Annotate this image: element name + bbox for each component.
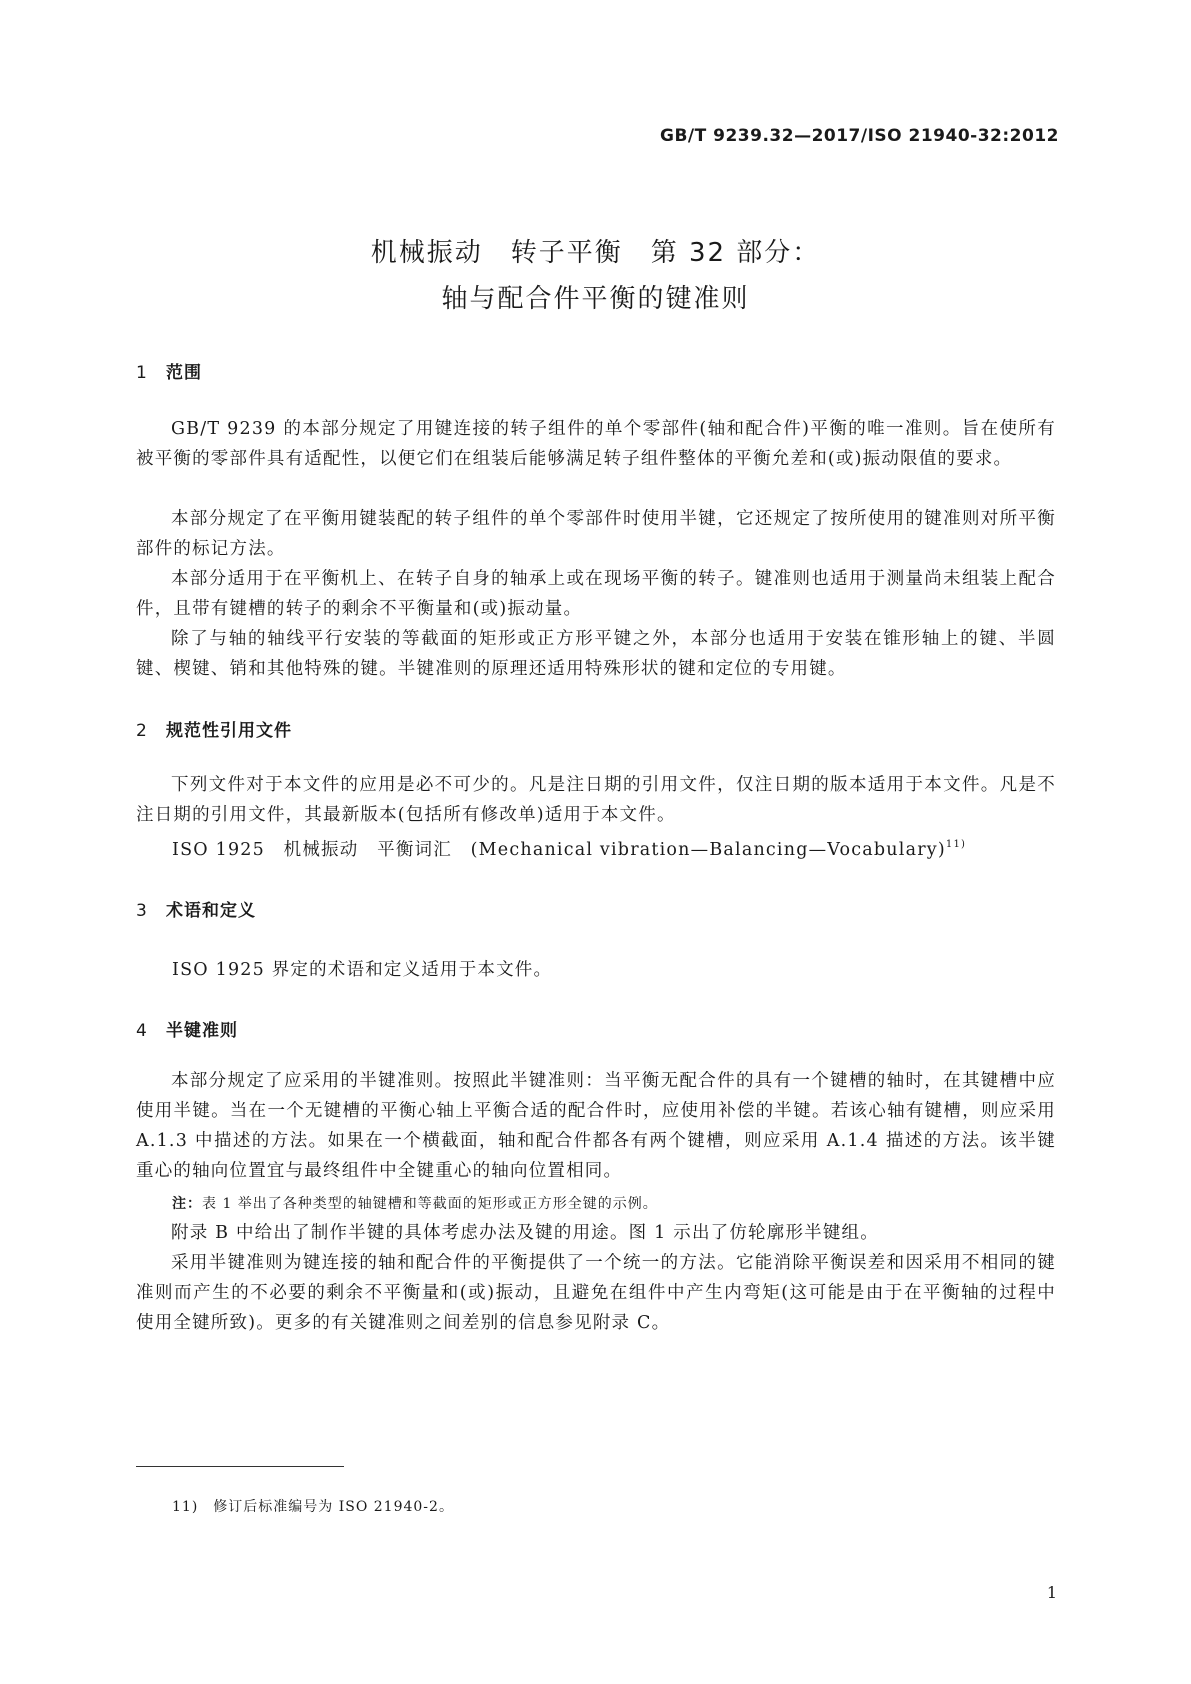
footnote: 11) 修订后标准编号为 ISO 21940-2。 <box>172 1499 454 1515</box>
paragraph: GB/T 9239 的本部分规定了用键连接的转子组件的单个零部件(轴和配合件)平衡的唯一准则。旨在使所有被平衡的零部件具有适配性，以便它们在组装后能够满足转子组件整体的平衡允差和(或)振动限值的要求。 <box>136 419 1056 469</box>
paragraph: 采用半键准则为键连接的轴和配合件的平衡提供了一个统一的方法。它能消除平衡误差和因采用不相同的键准则而产生的不必要的剩余不平衡量和(或)振动，且避免在组件中产生内弯矩(这可能是由于在平衡轴的过程中使用全键所致)。更多的有关键准则之间差别的信息参见附录 C。 <box>136 1253 1056 1333</box>
section-number: 3 <box>136 901 148 921</box>
section-number: 1 <box>136 363 148 383</box>
paragraph: 下列文件对于本文件的应用是必不可少的。凡是注日期的引用文件，仅注日期的版本适用于本文件。凡是不注日期的引用文件，其最新版本(包括所有修改单)适用于本文件。 <box>136 775 1056 825</box>
note <box>172 1193 658 1213</box>
footnote-marker: 11) <box>945 839 967 850</box>
section-heading-4 <box>136 1016 238 1041</box>
reference-text: ISO 1925 机械振动 平衡词汇 (Mechanical vibration—Balancing—Vocabulary) <box>172 840 946 860</box>
section-heading-3 <box>136 896 256 921</box>
section-title: 术语和定义 <box>166 901 256 921</box>
paragraph: 本部分规定了在平衡用键装配的转子组件的单个零部件时使用半键，它还规定了按所使用的键准则对所平衡部件的标记方法。 <box>136 509 1056 559</box>
section-title: 半键准则 <box>166 1021 238 1041</box>
section-title: 范围 <box>166 363 202 383</box>
paragraph: 附录 B 中给出了制作半键的具体考虑办法及键的用途。图 1 示出了仿轮廓形半键组。 <box>171 1223 879 1243</box>
section-number: 2 <box>136 721 148 741</box>
note-text: 表 1 举出了各种类型的轴键槽和等截面的矩形或正方形全键的示例。 <box>202 1196 658 1212</box>
standard-code: GB/T 9239.32—2017/ISO 21940-32:2012 <box>660 126 1059 146</box>
paragraph: 本部分规定了应采用的半键准则。按照此半键准则：当平衡无配合件的具有一个键槽的轴时，在其键槽中应使用半键。当在一个无键槽的平衡心轴上平衡合适的配合件时，应使用补偿的半键。若该心轴有键槽，则应采用 A.1.3 中描述的方法。如果在一个横截面，轴和配合件都各有两个键槽，则应采用 A.1.4 描述的方法。该半键重心的轴向位置宜与最终组件中全键重心的轴向位置相同。 <box>136 1071 1056 1181</box>
section-heading-2 <box>136 716 292 741</box>
paragraph: 本部分适用于在平衡机上、在转子自身的轴承上或在现场平衡的转子。键准则也适用于测量尚未组装上配合件，且带有键槽的转子的剩余不平衡量和(或)振动量。 <box>136 569 1056 619</box>
paragraph: 除了与轴的轴线平行安装的等截面的矩形或正方形平键之外，本部分也适用于安装在锥形轴上的键、半圆键、楔键、销和其他特殊的键。半键准则的原理还适用特殊形状的键和定位的专用键。 <box>136 629 1056 679</box>
page-number: 1 <box>1046 1583 1057 1602</box>
normative-reference <box>172 836 966 861</box>
section-heading-1 <box>136 358 202 383</box>
section-title: 规范性引用文件 <box>166 721 292 741</box>
note-label: 注： <box>172 1196 202 1212</box>
paragraph: ISO 1925 界定的术语和定义适用于本文件。 <box>172 960 553 980</box>
document-title-line1: 机械振动 转子平衡 第 32 部分： <box>370 238 821 268</box>
section-number: 4 <box>136 1021 148 1041</box>
footnote-divider <box>136 1466 344 1467</box>
document-title-line2: 轴与配合件平衡的键准则 <box>441 284 750 314</box>
